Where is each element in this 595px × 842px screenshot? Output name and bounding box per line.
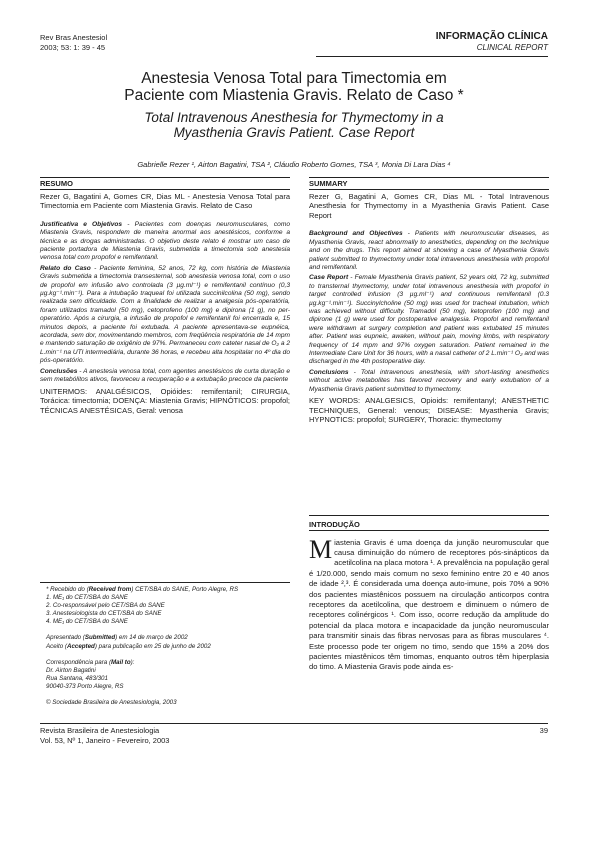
resumo-section (40, 179, 290, 415)
resumo-objectives-label: Justificativa e Objetivos (40, 220, 123, 228)
summary-citation: Rezer G, Bagatini A, Gomes CR, Dias ML - Total Intravenous Anesthesia for Thymectomy in a Myasthenia Gravis Patient. Case Report (309, 191, 549, 220)
resumo-case-text: - Paciente feminina, 52 anos, 72 kg, com história de Miastenia Gravis submetida a timectomia transesternal, sob anestesia venosa total, com o uso de propofol em infusão alvo controlada (3 µg.ml⁻¹) e remifentanil contínuo (0,3 µg.kg⁻¹.min⁻¹). Para a intubação traqueal foi utilizada succinilcolina (50 mg), sendo realizada sem dificuldade. Com a finalidade de realizar a analgesia pós-operatória, foram utilizados tramadol (50 mg), cetoprofeno (100 mg) e dipirona (1 g), no per-operatório. Após a cirurgia, a infusão de propofol e remifentanil foi encerrada e, 15 minutos depois, a paciente foi extubada. A paciente apresentava-se eupnéica, acordada, sem dor, movimentando membros, com freqüência respiratória de 14 mpm e mantendo saturação de oxigênio de 97%. Permaneceu com cateter nasal de O₂ a 2 L.min⁻¹ na UTI intermediária, durante 36 horas, e recebeu alta hospitalar no 4º dia do pós-operatório. (40, 264, 290, 365)
section-title: INFORMAÇÃO CLÍNICA (435, 31, 548, 42)
intro-heading: INTRODUÇÃO (309, 520, 360, 529)
resumo-keywords: UNITERMOS: ANALGÉSICOS, Opióides: remifentanil; CIRURGIA, Torácica: timectomia; DOENÇA: Miastenia Gravis; HIPNÓTICOS: propofol; TÉCNICAS ANESTÉSICAS, Geral: venosa (40, 386, 290, 415)
page-footer-left (40, 726, 290, 745)
intro-section (309, 520, 549, 673)
footer-rule (40, 723, 548, 724)
intro-heading-rule (309, 530, 549, 531)
footnote-address-city: 90040-373 Porto Alegre, RS (46, 682, 124, 690)
footer-volume: Vol. 53, Nº 1, Janeiro - Fevereiro, 2003 (40, 735, 170, 745)
summary-background-text: - Patients with neuromuscular diseases, as Myasthenia Gravis, react abnormally to anesthetics, depending on the technique and on the drugs. This report aimed at showing a case of Myasthenia Gravis patient submitted to thymectomy under total intravenous anesthesia with propofol and remifentanil. (309, 230, 549, 271)
resumo-heading: RESUMO (40, 179, 73, 188)
summary-section (309, 179, 549, 425)
summary-conclusions-text: - Total intravenous anesthesia, with short-lasting anesthetics without active metabolites has favored recovery and early extubation of a Myasthenia Gravis patient submitted to thymectomy. (309, 368, 549, 393)
footnote-1: 1. ME₁ do CET/SBA do SANE (46, 594, 128, 602)
footnote-4: 4. ME₁ do CET/SBA do SANE (46, 618, 128, 626)
footnote-copyright: © Sociedade Brasileira de Anestesiologia, 2003 (46, 699, 177, 707)
summary-paragraph-case (309, 274, 549, 366)
footnote-submitted: Apresentado (Submitted) em 14 de março de 2002 (46, 634, 188, 642)
footnote-received: * Recebido do (Received from) CET/SBA do SANE, Porto Alegre, RS (46, 586, 239, 593)
resumo-case-label: Relato do Caso (40, 264, 91, 272)
footnote-accepted: Aceito (Accepted) para publicação em 25 de junho de 2002 (46, 642, 211, 650)
footnotes (46, 586, 290, 707)
resumo-paragraph-case (40, 265, 290, 366)
footnotes-rule (40, 582, 290, 583)
journal-name: Rev Bras Anestesiol (40, 33, 108, 42)
resumo-citation: Rezer G, Bagatini A, Gomes CR, Dias ML - Anestesia Venosa Total para Timectomia em Paciente com Miastenia Gravis. Relato de Caso (40, 191, 290, 211)
journal-header (40, 33, 220, 52)
summary-paragraph-conclusions (309, 369, 549, 394)
footnote-address-name: Dr. Airton Bagatini (46, 666, 96, 674)
footnote-address-street: Rua Santana, 483/301 (46, 674, 108, 682)
intro-dropcap: M (309, 534, 333, 564)
title-pt-line2: Paciente com Miastenia Gravis. Relato de Caso * (124, 87, 464, 104)
intro-body (309, 534, 549, 673)
summary-background-label: Background and Objectives (309, 230, 403, 238)
section-header (348, 31, 548, 53)
section-subtitle: CLINICAL REPORT (476, 43, 548, 52)
summary-heading: SUMMARY (309, 179, 348, 188)
intro-text: iastenia Gravis é uma doença da junção neuromuscular que causa diminuição do número de receptores pós-sinápticos da acetilcolina na placa motora ¹. A prevalência na população geral é 1/20.000, sendo mais comum no sexo feminino entre 20 e 40 anos de idade ²,³. É considerada uma doença auto-imune, pois 70% a 90% dos pacientes miastênicos possuem na circulação anticorpos contra receptores da acetilcolina, que destroem e diminuem o número de receptores colinérgicos ¹. Com isso, ocorre redução da amplitude do potencial da placa motora e incapacidade da junção neuromuscular para transmitir sinais das fibras nervosas para as fibras musculares ⁴. Este processo pode ter origem no timo, sendo que 15% a 20% dos pacientes miastênicos têm timomas, enquanto outros têm hiperplasia do timo. A Miastenia Gravis pode ainda es- (309, 537, 549, 672)
header-rule (316, 56, 548, 57)
resumo-objectives-text: - Pacientes com doenças neuromusculares, como Miastenia Gravis, respondem de maneira anormal aos anestésicos, conforme a técnica e as drogas administradas. O objetivo deste relato é mostrar um caso de paciente portadora de Miastenia Gravis, submetida a timectomia sob anestesia venosa total com propofol e remifentanil. (40, 220, 290, 262)
resumo-paragraph-objectives (40, 221, 290, 263)
footnote-2: 2. Co-responsável pelo CET/SBA do SANE (46, 602, 165, 610)
intro-top-rule (309, 515, 549, 516)
summary-case-label: Case Report (309, 274, 349, 282)
summary-case-text: - Female Myasthenia Gravis patient, 52 years old, 72 kg, submitted to transternal thymectomy, under total intravenous anesthesia with propofol in target controlled infusion (3 µg.ml⁻¹) and continuous remifentanil (0.3 µg.kg⁻¹.min⁻¹). Succinylcholine (50 mg) was used for tracheal intubation, which was achieved without difficulty. Tramadol (50 mg), ketoprofen (100 mg) and dipirone (1 g) were used for postoperative analgesia. Propofol and remifentanil were withdrawn at surgery completion and patient was extubated 15 minutes after. Patient was eupneic, awaken, without pain, moving limbs, with respiratory frequency of 14 mpm and 97% oxygen saturation. Patient remained in the Intermediate Care Unit for 36 hours, with a nasal catheter of 2 L.min⁻¹ O₂ and was discharged in the 4th postoperative day. (309, 274, 550, 366)
footnote-mail: Correspondência para (Mail to): (46, 658, 135, 666)
authors: Gabrielle Rezer ¹, Airton Bagatini, TSA ², Cláudio Roberto Gomes, TSA ³, Monia Di Lara Dias ⁴ (137, 160, 451, 169)
resumo-top-rule (40, 177, 290, 178)
summary-heading-rule (309, 189, 549, 190)
footer-journal: Revista Brasileira de Anestesiologia (40, 726, 160, 735)
title-en-line2: Myasthenia Gravis Patient. Case Report (173, 125, 415, 140)
summary-top-rule (309, 177, 549, 178)
journal-citation: 2003; 53: 1: 39 - 45 (40, 42, 106, 52)
page-number: 39 (539, 726, 548, 735)
summary-paragraph-background (309, 230, 549, 272)
resumo-heading-rule (40, 189, 290, 190)
title-portuguese (40, 70, 548, 104)
summary-keywords: KEY WORDS: ANALGESICS, Opioids: remifentanyl; ANESTHETIC TECHNIQUES, General: venous; DISEASE: Myasthenia Gravis; HYPNOTICS: propofol; SURGERY, Thoracic: thymectomy (309, 396, 549, 425)
resumo-conclusions-label: Conclusões (40, 367, 78, 375)
resumo-conclusions-text: - A anestesia venosa total, com agentes anestésicos de curta duração e sem metabólitos ativos, favoreceu a recuperação e a extubação precoce da paciente (40, 367, 290, 384)
footnote-3: 3. Anestesiologista do CET/SBA do SANE (46, 610, 162, 618)
title-english (40, 110, 548, 140)
summary-conclusions-label: Conclusions (309, 368, 349, 376)
resumo-paragraph-conclusions (40, 368, 290, 385)
title-pt-line1: Anestesia Venosa Total para Timectomia em (141, 70, 447, 87)
title-en-line1: Total Intravenous Anesthesia for Thymectomy in a (144, 110, 444, 125)
